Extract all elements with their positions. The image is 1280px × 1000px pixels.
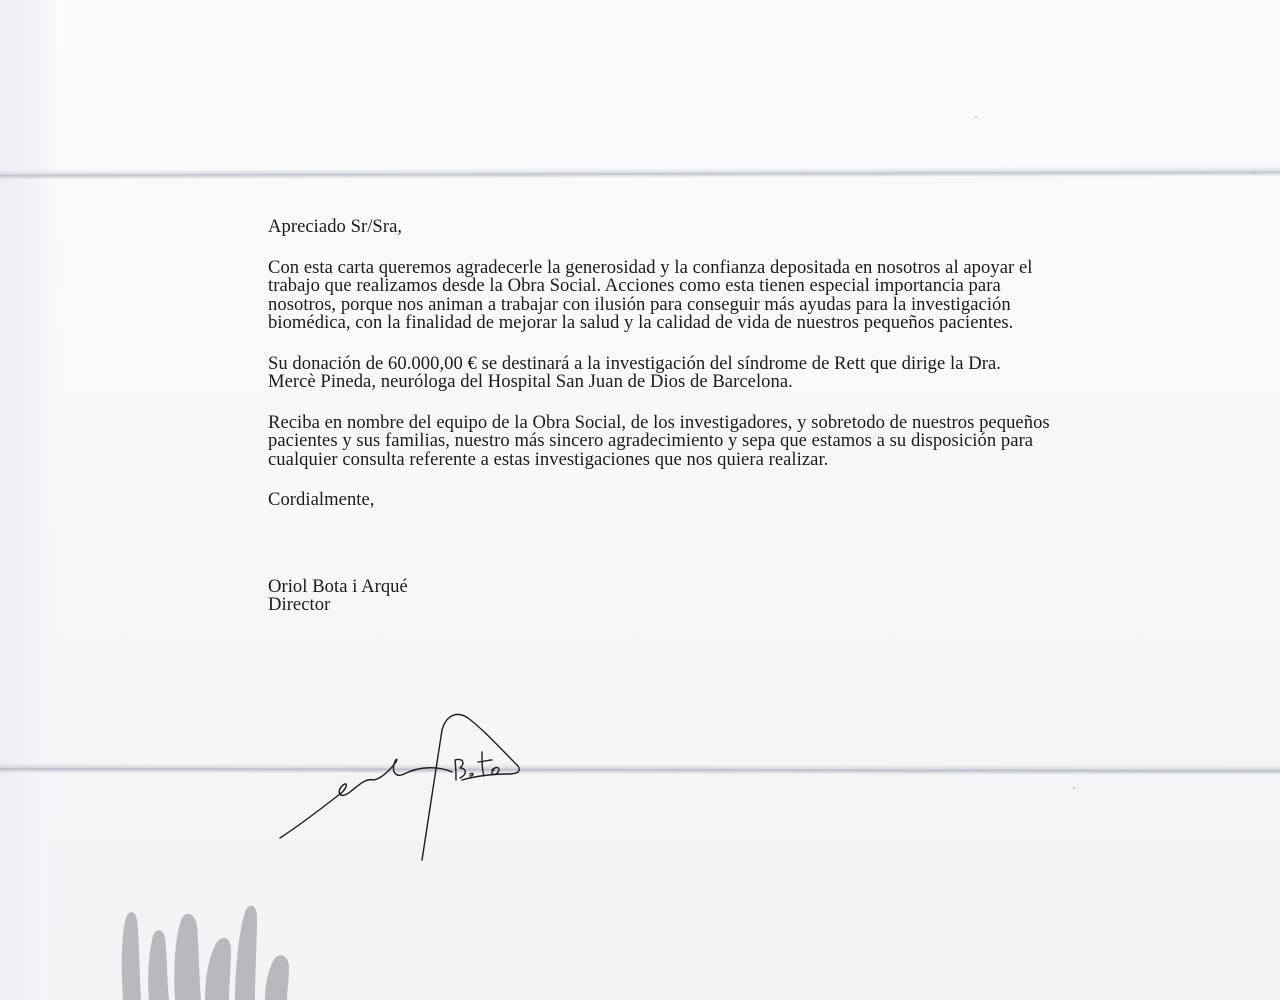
letterhead-logo-watermark (105, 890, 305, 1000)
closing: Cordialmente, (268, 489, 375, 510)
paper-speck (975, 116, 977, 118)
paragraph-1-line-2: trabajo que realizamos desde la Obra Social. Acciones como esta tienen especial importancia para (268, 275, 1001, 296)
paper-fold-bottom (0, 763, 1280, 775)
paragraph-1-line-3: nosotros, porque nos animan a trabajar con ilusión para conseguir más ayudas para la investigación (268, 294, 1011, 315)
paper-fold-top (0, 166, 1280, 179)
paragraph-3-line-3: cualquier consulta referente a estas investigaciones que nos quiera realizar. (268, 449, 829, 470)
paragraph-2-line-1: Su donación de 60.000,00 € se destinará a la investigación del síndrome de Rett que dirige la Dra. (268, 353, 1001, 374)
handwritten-signature (270, 700, 540, 870)
paragraph-2-line-2: Mercè Pineda, neuróloga del Hospital San Juan de Dios de Barcelona. (268, 371, 793, 392)
paragraph-1-line-4: biomédica, con la finalidad de mejorar la salud y la calidad de vida de nuestros pequeños pacientes. (268, 312, 1014, 333)
paper-edge-shadow (0, 0, 60, 1000)
signer-name: Oriol Bota i Arqué (268, 576, 408, 597)
paragraph-3-line-2: pacientes y sus familias, nuestro más sincero agradecimiento y sepa que estamos a su disposición para (268, 430, 1034, 451)
salutation: Apreciado Sr/Sra, (268, 216, 403, 237)
paper-speck (1073, 787, 1075, 789)
paper-speck (1252, 172, 1255, 174)
signer-title: Director (268, 594, 331, 615)
paragraph-3-line-1: Reciba en nombre del equipo de la Obra Social, de los investigadores, y sobretodo de nuestros pequeños (268, 412, 1050, 433)
paragraph-1-line-1: Con esta carta queremos agradecerle la generosidad y la confianza depositada en nosotros al apoyar el (268, 257, 1033, 278)
